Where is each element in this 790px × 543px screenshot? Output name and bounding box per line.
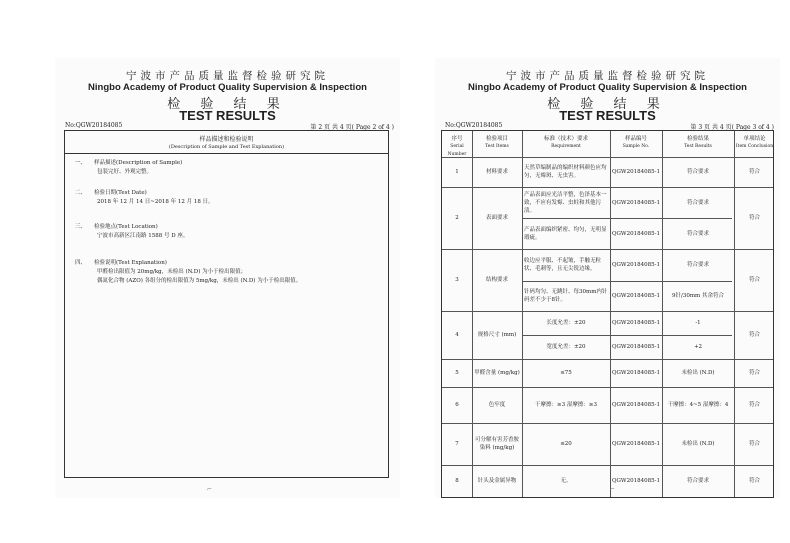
col-header-requirement: 标准（技术）要求 Requirement (543, 136, 588, 149)
col-header-conclusion: 单项结论 Item Conclusion (735, 136, 774, 149)
table-cell: 干摩擦：4~5 湿摩擦：4 (667, 402, 729, 408)
col-header-item: 检验项目 Test Items (485, 136, 509, 149)
description-box (64, 130, 389, 478)
box-header (65, 131, 388, 154)
org-name-en: Ningbo Academy of Product Quality Supervision & Inspection (468, 82, 747, 93)
title-en: TEST RESULTS (179, 108, 276, 123)
table-cell: 7 (455, 441, 459, 447)
col-header-sample: 样品编号 Sample No. (622, 136, 650, 149)
table-cell: 符合要求 (686, 169, 709, 175)
table-cell: 符合 (748, 402, 760, 408)
table-cell: 未检出 (N.D) (681, 370, 715, 376)
table-cell: 5 (455, 370, 459, 376)
table-cell: 产品表面编织紧密、均匀，无明显瑕疵。 (524, 226, 607, 241)
table-cell: 符合要求 (686, 230, 709, 237)
section-test-location: 三、 检验地点(Test Location) 宁波市高新区江南路 1588 号 D 座。 (75, 224, 189, 239)
table-cell: +2 (693, 344, 703, 350)
section-test-explanation: 四、 检验说明(Test Explanation) 甲醛检出限值为 20mg/kg，未检出 (N.D) 为小于检出限值； 偶氮化合物 (AZO) 各组分的检出限值为 5mg/kg，未检出 (N.D) 为小于检出限值。 (75, 260, 302, 284)
results-table (441, 130, 774, 498)
table-cell: 符合要求 (686, 262, 709, 268)
table-cell: 符合 (748, 277, 760, 283)
table-cell: QGW20184085-1 (612, 344, 660, 350)
table-cell: QGW20184085-1 (612, 402, 660, 408)
table-cell: ≤20 (560, 441, 572, 447)
col-header-result: 检验结果 Test Results (684, 136, 712, 149)
table-cell: QGW20184085-1 (612, 199, 660, 206)
section-test-date: 二、 检验日期(Test Date) 2018 年 12 月 14 日~2018 年 12 月 18 日。 (75, 190, 214, 205)
page-info: 第 2 页 共 4 页( Page 2 of 4 ) (310, 124, 394, 131)
report-number: No:QGW20184085 (445, 122, 503, 129)
report-page-2 (55, 58, 400, 498)
table-cell: 符合 (748, 332, 760, 338)
table-cell: 表面要求 (485, 215, 508, 221)
table-cell: 针码均匀、无跳针、每30mm内针码差不少于8针。 (524, 289, 608, 303)
table-cell: 4 (455, 332, 459, 338)
page-mark: ⌐ (207, 486, 213, 493)
table-cell: 符合 (748, 478, 760, 484)
title-en: TEST RESULTS (559, 108, 656, 123)
table-cell: QGW20184085-1 (612, 370, 660, 376)
table-cell: 符合要求 (686, 199, 709, 206)
table-cell: 3 (455, 277, 459, 283)
table-cell: 色牢度 (488, 402, 506, 408)
page-info: 第 3 页 共 4 页( Page 3 of 4 ) (690, 124, 774, 131)
table-cell: 未检出 (N.D) (681, 441, 715, 447)
table-cell: 规格尺寸 (mm) (477, 332, 517, 338)
table-cell: 9针/30mm 其余符合 (671, 293, 725, 299)
col-header-serial: 序号 Serial Number (447, 136, 467, 157)
table-cell: QGW20184085-1 (612, 262, 660, 268)
title-cn: 检 验 结 果 (547, 97, 668, 112)
table-cell: 符合 (748, 370, 760, 376)
table-cell: 宽度允差：±20 (546, 344, 586, 350)
table-cell: 材料要求 (485, 169, 508, 175)
table-cell: QGW20184085-1 (612, 320, 660, 326)
table-cell: QGW20184085-1 (612, 441, 660, 447)
table-cell: QGW20184085-1 (612, 478, 660, 484)
page-mark: ⌐ (610, 486, 616, 493)
section-sample-description: 一、 样品描述(Description of Sample) 包装完好、外观完整。 (75, 160, 183, 175)
table-cell: 干摩擦：≥3 湿摩擦：≥3 (535, 402, 597, 408)
org-name-en: Ningbo Academy of Product Quality Supervision & Inspection (88, 82, 367, 93)
org-name-cn: 宁波市产品质量监督检验研究院 (126, 70, 329, 82)
table-cell: 符合 (748, 215, 760, 221)
table-cell: 2 (455, 215, 459, 221)
table-cell: ≤75 (560, 370, 572, 376)
report-page-3 (435, 58, 780, 498)
org-name-cn: 宁波市产品质量监督检验研究院 (506, 70, 709, 82)
table-cell: 天然草编制品的编织材料颜色应均匀，无霉斑、无虫害。 (524, 165, 607, 179)
title-cn: 检 验 结 果 (167, 97, 288, 112)
report-number: No:QGW20184085 (65, 122, 123, 129)
table-cell: 针头及金属异物 (477, 478, 517, 484)
table-cell: 长度允差：±20 (546, 320, 586, 326)
table-cell: QGW20184085-1 (612, 169, 660, 175)
table-cell: 甲醛含量 (mg/kg) (474, 370, 520, 376)
table-cell: 结构要求 (485, 277, 508, 283)
table-cell: 可分解有害芳香胺染料 (mg/kg) (474, 437, 519, 451)
box-title-en: (Description of Sample and Test Explanation) (168, 144, 285, 150)
table-cell: 符合 (748, 169, 760, 175)
table-cell: 符合 (748, 441, 760, 447)
table-cell: -1 (695, 320, 701, 326)
table-cell: QGW20184085-1 (612, 293, 660, 299)
table-cell: 产品表面应光洁平整，色泽基本一致，不应有发霉、虫蛀和其他污渍。 (524, 191, 607, 214)
table-cell: 6 (455, 402, 459, 408)
table-cell: 符合要求 (686, 478, 709, 484)
table-cell: 无。 (560, 478, 572, 484)
box-title-cn: 样品描述和检验说明 (199, 136, 254, 143)
table-cell: QGW20184085-1 (612, 230, 660, 237)
table-cell: 8 (455, 478, 459, 484)
table-cell: 1 (455, 169, 459, 175)
table-cell: 收边应平服、不起皱，手触无粒状、毛刺等，且无尖锐边缘。 (524, 258, 602, 272)
